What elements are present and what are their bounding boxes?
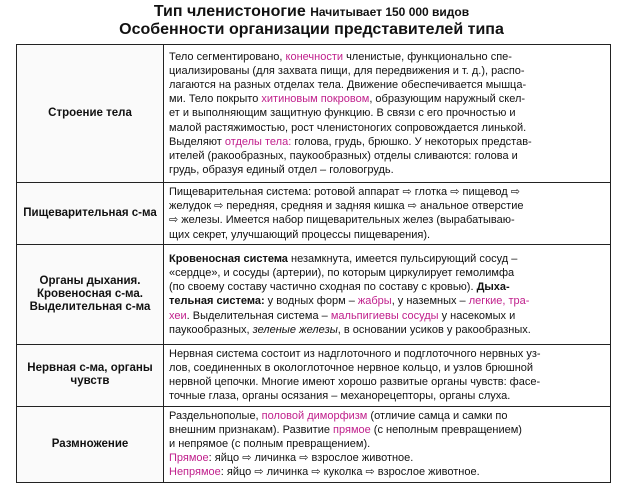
- highlighted-term: хеи: [169, 309, 187, 322]
- content-line: [169, 309, 605, 323]
- highlighted-term: легкие, тра-: [468, 295, 530, 308]
- page-title: [0, 3, 623, 21]
- text-segment: : яйцо ⇨ личинка ⇨ куколка ⇨ взрослое животное.: [220, 466, 480, 479]
- row-content: [164, 183, 611, 245]
- text-segment: ителей (ракообразных, паукообразных) отделы сливаются: голова и: [169, 150, 518, 162]
- content-line: [169, 323, 605, 337]
- content-line: [169, 375, 605, 389]
- content-line: [169, 423, 605, 437]
- highlighted-term: хитиновым покровом: [261, 93, 370, 106]
- highlighted-term: прямое: [333, 423, 371, 436]
- content-line: [169, 266, 605, 280]
- italic-term: зеленые железы: [252, 323, 338, 336]
- row-content: [164, 406, 611, 482]
- content-line: [169, 213, 605, 227]
- text-segment: у водных форм –: [264, 295, 358, 308]
- text-segment: (по своему составу частично сходная по составу с кровью).: [169, 281, 477, 294]
- species-count-note: Начитывает 150 000 видов: [310, 5, 470, 19]
- content-line: [169, 78, 605, 92]
- highlighted-term: жабры: [357, 295, 392, 308]
- organization-table: [16, 44, 611, 483]
- text-segment: незамкнута, имеется пульсирующий сосуд –: [287, 252, 518, 265]
- bold-term: Кровеносная система: [169, 252, 288, 265]
- content-line: [169, 135, 605, 149]
- text-segment: , в основании усиков у ракообразных.: [337, 323, 531, 336]
- content-line: [169, 228, 605, 242]
- row-label: Пищеварительная с-ма: [17, 183, 164, 245]
- table-row: [17, 183, 611, 245]
- content-line: [169, 389, 605, 403]
- title-text: Тип членистоногие: [153, 3, 306, 20]
- text-segment: ⇨ железы. Имеется набор пищеварительных желез (вырабатываю-: [169, 214, 515, 227]
- content-line: [169, 437, 605, 451]
- row-content: [164, 244, 611, 344]
- content-line: [169, 149, 605, 163]
- content-line: [169, 92, 605, 106]
- content-line: [169, 361, 605, 375]
- bold-term: тельная система:: [169, 295, 265, 308]
- highlighted-term: мальпигиевы сосуды: [330, 309, 439, 322]
- content-line: [169, 163, 605, 177]
- row-content: [164, 344, 611, 406]
- text-segment: «сердце», и сосуды (артерии), по которым циркулирует гемолимфа: [169, 266, 515, 279]
- text-segment: Пищеварительная система: ротовой аппарат ⇨ глотка ⇨ пищевод ⇨: [169, 186, 520, 198]
- row-content: [164, 45, 611, 183]
- content-line: [169, 106, 605, 120]
- table-row: [17, 45, 611, 183]
- row-label: Размножение: [17, 406, 164, 482]
- text-segment: и непрямое (с полным превращением).: [169, 438, 371, 451]
- text-segment: Тело сегментировано,: [169, 50, 286, 63]
- highlighted-term: отделы тела:: [224, 135, 292, 148]
- content-line: [169, 252, 605, 266]
- content-line: [169, 185, 605, 199]
- text-segment: ми. Тело покрыто: [169, 93, 262, 106]
- text-segment: Нервная система состоит из надглоточного и подглоточного нервных уз-: [169, 347, 541, 360]
- content-line: [169, 199, 605, 213]
- text-segment: : яйцо ⇨ личинка ⇨ взрослое животное.: [208, 452, 414, 465]
- content-line: [169, 409, 605, 423]
- highlighted-term: Непрямое: [169, 466, 221, 479]
- text-segment: желудок ⇨ передняя, средняя и задняя кишка ⇨ анальное отверстие: [169, 200, 524, 213]
- text-segment: голова, грудь, брюшко. У некоторых представ-: [291, 135, 532, 148]
- text-segment: точные глаза, органы осязания – механорецепторы, органы слуха.: [169, 390, 511, 403]
- text-segment: (отличие самца и самки по: [367, 409, 508, 422]
- content-line: [169, 64, 605, 78]
- highlighted-term: Прямое: [169, 452, 209, 465]
- text-segment: Выделяют: [169, 135, 225, 148]
- content-line: [169, 121, 605, 135]
- content-line: [169, 465, 605, 479]
- bold-term: Дыха-: [476, 281, 510, 294]
- text-segment: Раздельнополые,: [169, 409, 262, 422]
- row-label: Нервная с-ма, органы чувств: [17, 344, 164, 406]
- highlighted-term: конечности: [285, 50, 344, 63]
- text-segment: у насекомых и: [438, 309, 516, 322]
- text-segment: , у наземных –: [391, 295, 469, 308]
- content-line: [169, 347, 605, 361]
- text-segment: малой растяжимостью, рост членистоногих сопровождается линькой.: [169, 121, 527, 134]
- text-segment: (с неполным превращением): [370, 423, 522, 436]
- content-line: [169, 50, 605, 64]
- text-segment: . Выделительная система –: [186, 309, 331, 322]
- text-segment: лагаются на разных отделах тела. Движение обеспечивается мышца-: [169, 78, 527, 91]
- text-segment: паукообразных,: [169, 323, 253, 336]
- text-segment: ет и выполняющим защитную функцию. В связи с его прочностью и: [169, 107, 516, 120]
- text-segment: членистые, функционально спе-: [343, 50, 512, 63]
- table-row: [17, 406, 611, 482]
- text-segment: нервной цепочки. Многие имеют хорошо развитые органы чувств: фасе-: [169, 376, 541, 389]
- page-subtitle: Особенности организации представителей типа: [119, 21, 504, 38]
- text-segment: щих секрет, улучшающий процессы пищеварения).: [169, 228, 431, 241]
- table-row: [17, 244, 611, 344]
- text-segment: внешним признакам). Развитие: [169, 423, 334, 436]
- text-segment: лов, соединенных в окологлоточное нервное кольцо, и узлов брюшной: [169, 362, 534, 375]
- row-label: Органы дыхания. Кровеносная с-ма. Выделительная с-ма: [17, 244, 164, 344]
- content-line: [169, 451, 605, 465]
- text-segment: , образующим наружный скел-: [369, 93, 526, 106]
- highlighted-term: половой диморфизм: [261, 409, 368, 422]
- text-segment: циализированы (для захвата пищи, для передвижения и т. д.), распо-: [169, 64, 525, 77]
- table-row: [17, 344, 611, 406]
- row-label: Строение тела: [17, 45, 164, 183]
- content-line: [169, 294, 605, 308]
- content-line: [169, 280, 605, 294]
- text-segment: грудь, образуя единый отдел – головогрудь.: [169, 164, 394, 177]
